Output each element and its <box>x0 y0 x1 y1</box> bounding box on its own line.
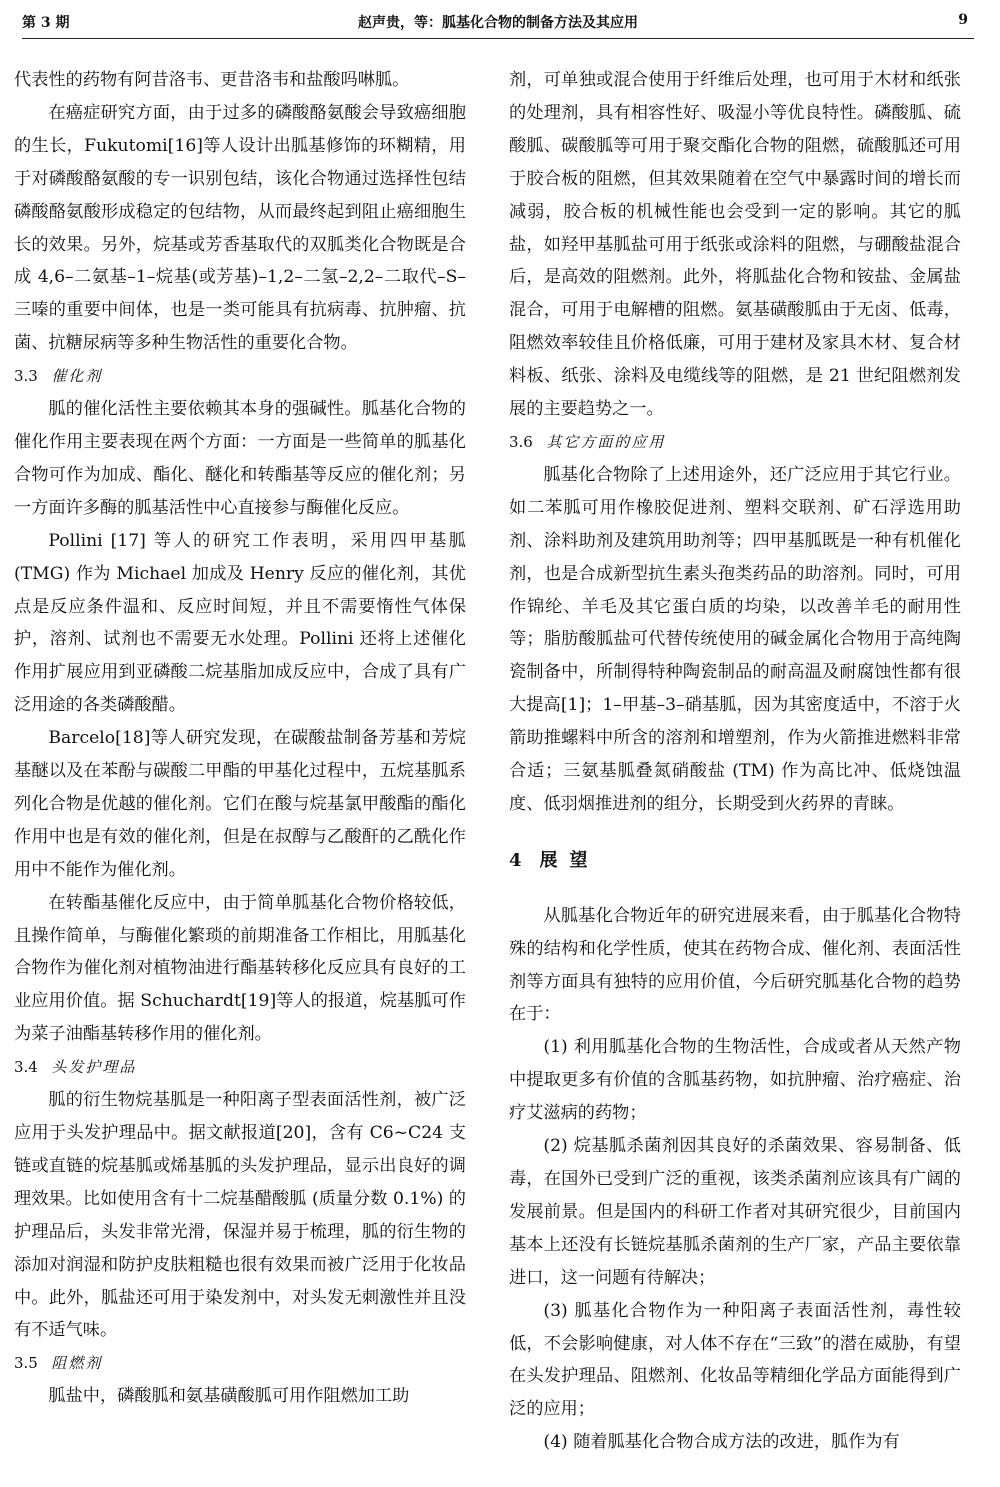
running-header <box>22 0 974 39</box>
section-title: 展望 <box>539 849 600 871</box>
paragraph: 胍盐中，磷酸胍和氨基磺酸胍可用作阻燃加工助 <box>48 1386 410 1407</box>
paragraph: 在转酯基催化反应中，由于简单胍基化合物价格较低，且操作简单，与酶催化繁琐的前期准备工作相比，用胍基化合物作为催化剂对植物油进行酯基转移化反应具有良好的工业应用价值。据 Schuchardt[19]等人的报道，烷基胍可作为菜子油酯基转移作用的催化剂。 <box>14 892 466 1045</box>
section-heading-3-3 <box>14 360 466 393</box>
section-number: 3.6 <box>509 432 533 451</box>
section-heading-3-6 <box>509 426 961 459</box>
section-title: 头发护理品 <box>51 1058 137 1077</box>
paragraph: 胍基化合物除了上述用途外，还广泛应用于其它行业。如二苯胍可用作橡胶促进剂、塑料交联剂、矿石浮选用助剂、涂料助剂及建筑用助剂等；四甲基胍既是一种有机催化剂，也是合成新型抗生素头孢类药品的助溶剂。同时，可用作锦纶、羊毛及其它蛋白质的均染，以改善羊毛的耐用性等；脂肪酸胍盐可代替传统使用的碱金属化合物用于高纯陶瓷制备中，所制得特种陶瓷制品的耐高温及耐腐蚀性都有很大提高[1]；1–甲基–3–硝基胍，因为其密度适中，不溶于火箭助推螺料中所含的溶剂和增塑剂，作为火箭推进燃料非常合适；三氨基胍叠氮硝酸盐 (TM) 作为高比冲、低烧蚀温度、低羽烟推进剂的组分，长期受到火药界的青睐。 <box>509 464 961 814</box>
section-title: 其它方面的应用 <box>546 432 666 451</box>
section-number: 3.5 <box>14 1354 38 1373</box>
section-title: 催化剂 <box>51 367 103 386</box>
section-heading-4 <box>509 845 961 878</box>
list-item: (2) 烷基胍杀菌剂因其良好的杀菌效果、容易制备、低毒，在国外已受到广泛的重视，该类杀菌剂应该具有广阔的发展前景。但是国内的科研工作者对其研究很少，目前国内基本上还没有长链烷基胍杀菌剂的生产厂家，产品主要依靠进口，这一问题有待解决； <box>509 1136 961 1288</box>
section-number: 3.3 <box>14 367 38 386</box>
paragraph: 从胍基化合物近年的研究进展来看，由于胍基化合物特殊的结构和化学性质，使其在药物合成、催化剂、表面活性剂等方面具有独特的应用价值，今后研究胍基化合物的趋势在于： <box>509 905 961 1025</box>
paragraph: Barcelo[18]等人研究发现，在碳酸盐制备芳基和芳烷基醚以及在苯酚与碳酸二甲酯的甲基化过程中，五烷基胍系列化合物是优越的催化剂。它们在酸与烷基氯甲酸酯的酯化作用中也是有效的催化剂，但是在叔醇与乙酸酐的乙酰化作用中不能作为催化剂。 <box>14 728 466 880</box>
issue-number: 第 3 期 <box>22 15 70 31</box>
paragraph: 剂，可单独或混合使用于纤维后处理，也可用于木材和纸张的处理剂，具有相容性好、吸湿小等优良特性。磷酸胍、硫酸胍、碳酸胍等可用于聚交酯化合物的阻燃，硫酸胍还可用于胶合板的阻燃，但其效果随着在空气中暴露时间的增长而减弱，胶合板的机械性能也会受到一定的影响。其它的胍盐，如羟甲基胍盐可用于纸张或涂料的阻燃，与硼酸盐混合后，是高效的阻燃剂。此外，将胍盐化合物和铵盐、金属盐混合，可用于电解槽的阻燃。氨基磺酸胍由于无卤、低毒，阻燃效率较佳且价格低廉，可用于建材及家具木材、复合材料板、纸张、涂料及电缆线等的阻燃，是 21 世纪阻燃剂发展的主要趋势之一。 <box>509 70 961 420</box>
section-number: 3.4 <box>14 1058 38 1077</box>
paragraph: Pollini [17] 等人的研究工作表明，采用四甲基胍(TMG) 作为 Michael 加成及 Henry 反应的催化剂，其优点是反应条件温和、反应时间短，并且不需要惰性气体保护，溶剂、试剂也不需要无水处理。Pollini 还将上述催化作用扩展应用到亚磷酸二烷基脂加成反应中，合成了具有广泛用途的各类磷酸醋。 <box>14 530 466 716</box>
section-heading-3-4 <box>14 1051 466 1084</box>
list-item: (1) 利用胍基化合物的生物活性，合成或者从天然产物中提取更多有价值的含胍基药物，如抗肿瘤、治疗癌症、治疗艾滋病的药物； <box>509 1037 961 1124</box>
list-item: (3) 胍基化合物作为一种阳离子表面活性剂，毒性较低，不会影响健康，对人体不存在“三致”的潜在威胁，有望在头发护理品、阻燃剂、化妆品等精细化学品方面能得到广泛的应用； <box>509 1300 961 1420</box>
paragraph: 胍的衍生物烷基胍是一种阳离子型表面活性剂，被广泛应用于头发护理品中。据文献报道[20]，含有 C6~C24 支链或直链的烷基胍或烯基胍的头发护理品，显示出良好的调理效果。比如使用含有十二烷基醋酸胍 (质量分数 0.1%) 的护理品后，头发非常光滑，保湿并易于梳理，胍的衍生物的添加对润湿和防护皮肤粗糙也很有效果而被广泛用于化妆品中。此外，胍盐还可用于染发剂中，对头发无刺激性并且没有不适气味。 <box>14 1090 466 1341</box>
left-column <box>14 64 466 1413</box>
section-heading-3-5 <box>14 1347 466 1380</box>
paragraph: 代表性的药物有阿昔洛韦、更昔洛韦和盐酸吗啉胍。 <box>14 70 410 90</box>
section-number: 4 <box>509 849 522 871</box>
page-number: 9 <box>958 12 968 28</box>
paragraph: 在癌症研究方面，由于过多的磷酸酪氨酸会导致癌细胞的生长，Fukutomi[16]等人设计出胍基修饰的环糊精，用于对磷酸酪氨酸的专一识别包结，该化合物通过选择性包结磷酸酪氨酸形成稳定的包结物，从而最终起到阻止癌细胞生长的效果。另外，烷基或芳香基取代的双胍类化合物既是合成 4,6–二氨基–1–烷基(或芳基)–1,2–二氢–2,2–二取代–S–三嗪的重要中间体，也是一类可能具有抗病毒、抗肿瘤、抗菌、抗糖尿病等多种生物活性的重要化合物。 <box>14 102 466 354</box>
running-title: 赵声贵，等：胍基化合物的制备方法及其应用 <box>358 15 638 31</box>
right-column <box>509 64 961 1459</box>
list-item: (4) 随着胍基化合物合成方法的改进，胍作为有 <box>543 1432 900 1453</box>
paragraph: 胍的催化活性主要依赖其本身的强碱性。胍基化合物的催化作用主要表现在两个方面：一方面是一些简单的胍基化合物可作为加成、酯化、醚化和转酯基等反应的催化剂；另一方面许多酶的胍基活性中心直接参与酶催化反应。 <box>14 399 466 518</box>
section-title: 阻燃剂 <box>51 1354 103 1373</box>
